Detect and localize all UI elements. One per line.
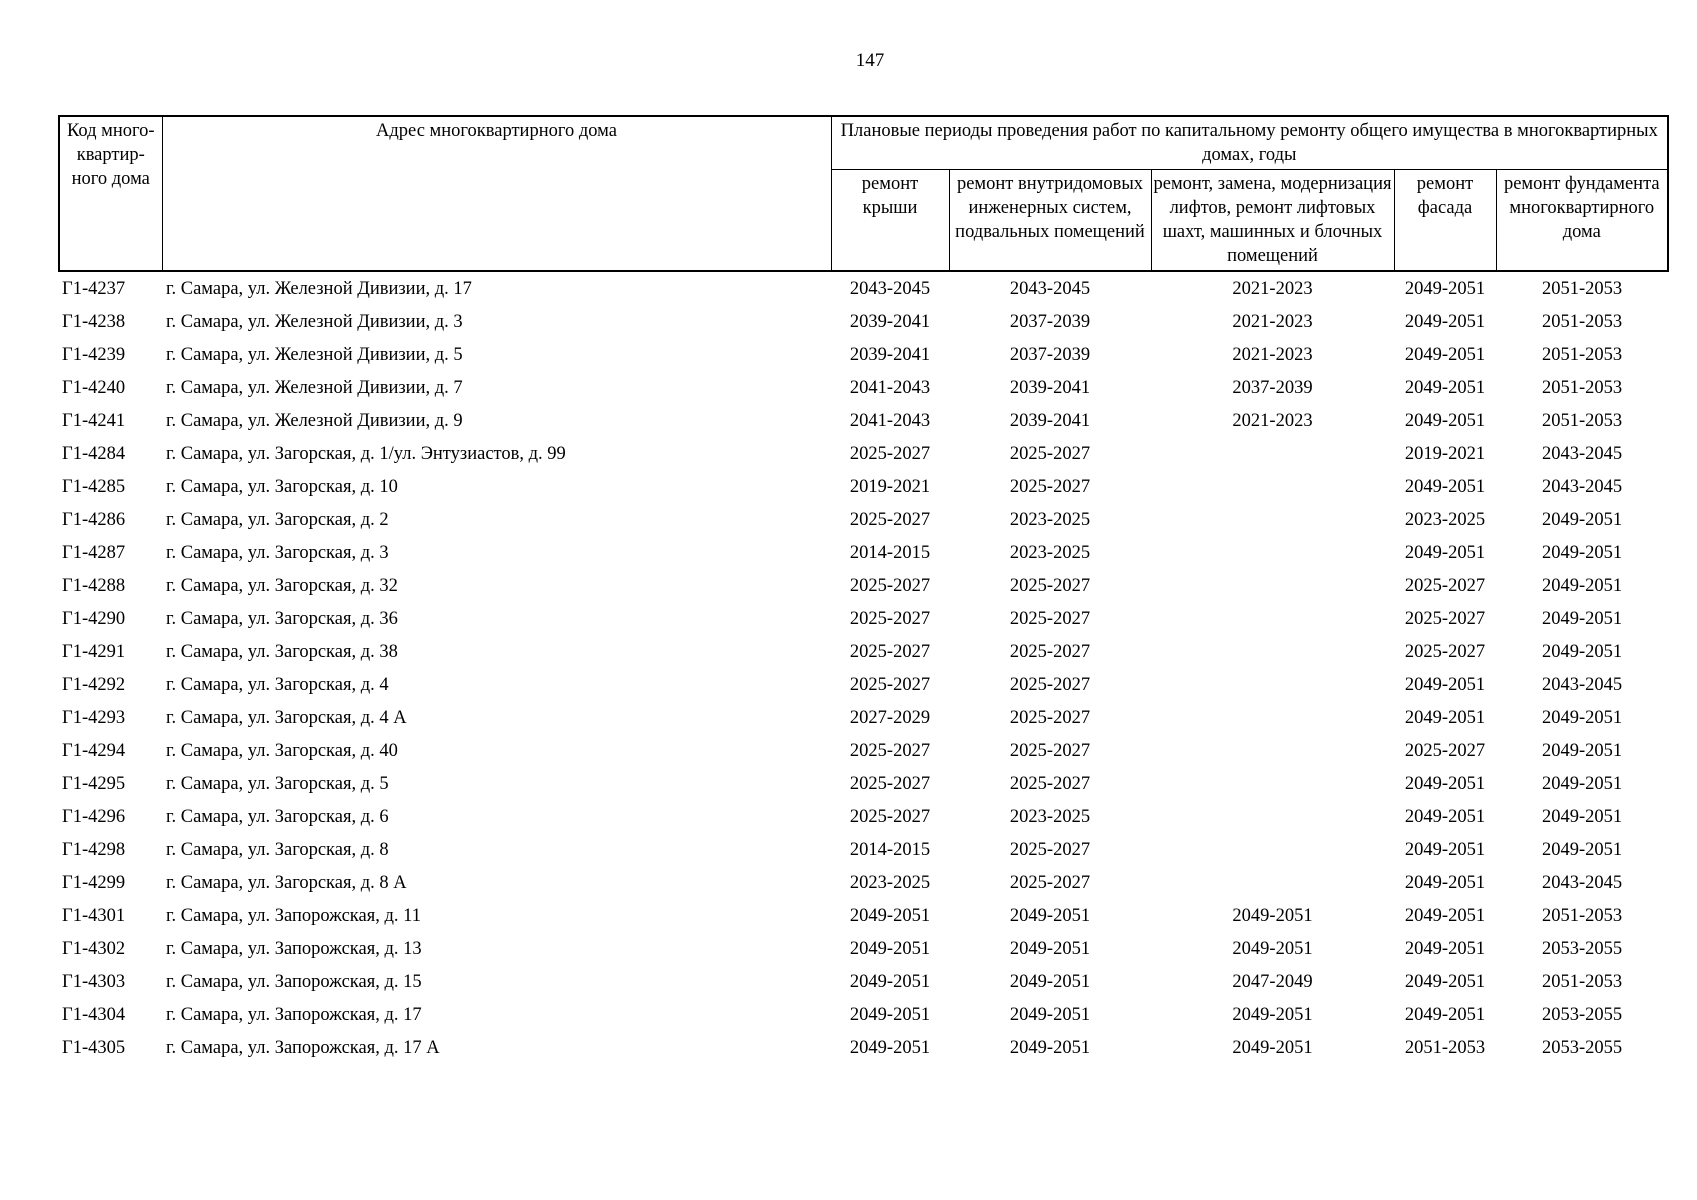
cell-address: г. Самара, ул. Загорская, д. 2	[166, 509, 389, 530]
cell-elevators	[1151, 602, 1394, 635]
cell-facade: 2025-2027	[1404, 740, 1486, 761]
cell-facade: 2049-2051	[1404, 839, 1486, 860]
cell-elevators: 2049-2051	[1232, 905, 1313, 926]
cell-engineering: 2049-2051	[1009, 1004, 1091, 1025]
cell-elevators: 2021-2023	[1232, 344, 1313, 365]
cell-roof: 2041-2043	[849, 410, 931, 431]
cell-code: Г1-4286	[62, 509, 126, 530]
cell-code: Г1-4303	[62, 971, 126, 992]
cell-foundation: 2051-2053	[1541, 971, 1623, 992]
cell-engineering: 2049-2051	[1009, 905, 1091, 926]
cell-address: г. Самара, ул. Запорожская, д. 11	[166, 905, 421, 926]
table-row	[59, 305, 1668, 338]
cell-foundation: 2051-2053	[1541, 344, 1623, 365]
cell-elevators	[1151, 701, 1394, 734]
cell-address: г. Самара, ул. Загорская, д. 4	[166, 674, 389, 695]
cell-facade: 2023-2025	[1404, 509, 1486, 530]
cell-code: Г1-4299	[62, 872, 126, 893]
cell-elevators	[1151, 536, 1394, 569]
cell-facade: 2025-2027	[1404, 575, 1486, 596]
cell-foundation: 2051-2053	[1541, 905, 1623, 926]
table-row	[59, 602, 1668, 635]
cell-facade: 2025-2027	[1404, 641, 1486, 662]
cell-engineering: 2025-2027	[1009, 740, 1091, 761]
cell-facade: 2049-2051	[1404, 938, 1486, 959]
table-row	[59, 1031, 1668, 1064]
cell-address: г. Самара, ул. Загорская, д. 1/ул. Энтузиастов, д. 99	[166, 443, 566, 464]
cell-roof: 2041-2043	[849, 377, 931, 398]
cell-code: Г1-4296	[62, 806, 126, 827]
cell-elevators: 2021-2023	[1232, 410, 1313, 431]
cell-address: г. Самара, ул. Загорская, д. 10	[166, 476, 398, 497]
cell-foundation: 2049-2051	[1541, 575, 1623, 596]
cell-address: г. Самара, ул. Загорская, д. 3	[166, 542, 389, 563]
cell-foundation: 2049-2051	[1541, 608, 1623, 629]
cell-elevators	[1151, 635, 1394, 668]
table-row	[59, 734, 1668, 767]
cell-engineering: 2039-2041	[1009, 410, 1091, 431]
cell-foundation: 2049-2051	[1541, 839, 1623, 860]
cell-roof: 2014-2015	[849, 542, 931, 563]
cell-roof: 2027-2029	[849, 707, 931, 728]
cell-address: г. Самара, ул. Загорская, д. 5	[166, 773, 389, 794]
cell-elevators: 2021-2023	[1232, 311, 1313, 332]
header-planned-periods	[831, 116, 1668, 170]
cell-elevators: 2021-2023	[1232, 278, 1313, 299]
cell-code: Г1-4241	[62, 410, 126, 431]
cell-elevators	[1151, 569, 1394, 602]
capital-repair-schedule-table	[58, 115, 1669, 1064]
table-row	[59, 536, 1668, 569]
cell-foundation: 2043-2045	[1541, 443, 1623, 464]
cell-facade: 2049-2051	[1404, 905, 1486, 926]
cell-address: г. Самара, ул. Загорская, д. 38	[166, 641, 398, 662]
cell-code: Г1-4302	[62, 938, 126, 959]
cell-foundation: 2049-2051	[1541, 773, 1623, 794]
cell-foundation: 2043-2045	[1541, 476, 1623, 497]
table-row	[59, 404, 1668, 437]
cell-facade: 2049-2051	[1404, 773, 1486, 794]
cell-facade: 2019-2021	[1404, 443, 1486, 464]
cell-facade: 2051-2053	[1404, 1037, 1486, 1058]
cell-elevators: 2049-2051	[1232, 938, 1313, 959]
cell-engineering: 2049-2051	[1009, 971, 1091, 992]
cell-engineering: 2025-2027	[1009, 575, 1091, 596]
cell-facade: 2049-2051	[1404, 872, 1486, 893]
cell-elevators	[1151, 866, 1394, 899]
cell-foundation: 2049-2051	[1541, 740, 1623, 761]
cell-elevators	[1151, 800, 1394, 833]
cell-facade: 2049-2051	[1404, 542, 1486, 563]
cell-elevators	[1151, 437, 1394, 470]
page-number: 147	[855, 50, 885, 71]
cell-code: Г1-4239	[62, 344, 126, 365]
cell-code: Г1-4304	[62, 1004, 126, 1025]
cell-elevators: 2047-2049	[1232, 971, 1313, 992]
cell-roof: 2025-2027	[849, 641, 931, 662]
cell-facade: 2049-2051	[1404, 311, 1486, 332]
table-row	[59, 833, 1668, 866]
cell-address: г. Самара, ул. Загорская, д. 32	[166, 575, 398, 596]
cell-address: г. Самара, ул. Запорожская, д. 15	[166, 971, 422, 992]
cell-roof: 2025-2027	[849, 740, 931, 761]
cell-code: Г1-4284	[62, 443, 126, 464]
table-row	[59, 635, 1668, 668]
cell-engineering: 2025-2027	[1009, 773, 1091, 794]
cell-roof: 2019-2021	[849, 476, 931, 497]
cell-roof: 2049-2051	[849, 1004, 931, 1025]
cell-code: Г1-4293	[62, 707, 126, 728]
table-row	[59, 800, 1668, 833]
cell-foundation: 2053-2055	[1541, 938, 1623, 959]
cell-facade: 2049-2051	[1404, 674, 1486, 695]
cell-code: Г1-4288	[62, 575, 126, 596]
cell-roof: 2049-2051	[849, 971, 931, 992]
cell-engineering: 2023-2025	[1009, 509, 1091, 530]
cell-engineering: 2037-2039	[1009, 311, 1091, 332]
header-planned-periods-text: Плановые периоды проведения работ по капитальному ремонту общего имущества в многоквартирных домах, годы	[840, 121, 1658, 165]
cell-roof: 2023-2025	[849, 872, 931, 893]
table-row	[59, 866, 1668, 899]
cell-facade: 2049-2051	[1404, 707, 1486, 728]
cell-code: Г1-4292	[62, 674, 126, 695]
cell-engineering: 2039-2041	[1009, 377, 1091, 398]
table-body	[59, 271, 1668, 1064]
cell-address: г. Самара, ул. Железной Дивизии, д. 7	[166, 377, 463, 398]
cell-roof: 2039-2041	[849, 311, 931, 332]
cell-code: Г1-4237	[62, 278, 126, 299]
header-code: Код много-квартир-ного дома	[59, 116, 162, 271]
cell-engineering: 2043-2045	[1009, 278, 1091, 299]
cell-foundation: 2043-2045	[1541, 872, 1623, 893]
table-header	[59, 116, 1668, 271]
cell-elevators	[1151, 470, 1394, 503]
cell-address: г. Самара, ул. Загорская, д. 8 А	[166, 872, 407, 893]
cell-roof: 2049-2051	[849, 905, 931, 926]
cell-code: Г1-4290	[62, 608, 126, 629]
cell-foundation: 2049-2051	[1541, 707, 1623, 728]
cell-engineering: 2023-2025	[1009, 806, 1091, 827]
table-row	[59, 470, 1668, 503]
cell-facade: 2049-2051	[1404, 278, 1486, 299]
cell-address: г. Самара, ул. Загорская, д. 8	[166, 839, 389, 860]
cell-roof: 2025-2027	[849, 773, 931, 794]
cell-elevators	[1151, 668, 1394, 701]
cell-address: г. Самара, ул. Запорожская, д. 13	[166, 938, 422, 959]
cell-elevators	[1151, 833, 1394, 866]
cell-code: Г1-4291	[62, 641, 126, 662]
cell-address: г. Самара, ул. Железной Дивизии, д. 9	[166, 410, 463, 431]
cell-roof: 2025-2027	[849, 443, 931, 464]
cell-foundation: 2051-2053	[1541, 377, 1623, 398]
table-row	[59, 932, 1668, 965]
cell-code: Г1-4298	[62, 839, 126, 860]
cell-elevators	[1151, 767, 1394, 800]
table-row	[59, 668, 1668, 701]
cell-elevators: 2049-2051	[1232, 1037, 1313, 1058]
cell-code: Г1-4305	[62, 1037, 126, 1058]
cell-facade: 2049-2051	[1404, 1004, 1486, 1025]
cell-foundation: 2043-2045	[1541, 674, 1623, 695]
cell-foundation: 2049-2051	[1541, 806, 1623, 827]
cell-facade: 2049-2051	[1404, 344, 1486, 365]
cell-engineering: 2023-2025	[1009, 542, 1091, 563]
cell-roof: 2043-2045	[849, 278, 931, 299]
cell-foundation: 2051-2053	[1541, 278, 1623, 299]
header-engineering: ремонт внутридомовых инженерных систем, подвальных помещений	[949, 170, 1151, 272]
table-row	[59, 569, 1668, 602]
cell-roof: 2025-2027	[849, 806, 931, 827]
cell-foundation: 2051-2053	[1541, 410, 1623, 431]
cell-engineering: 2025-2027	[1009, 872, 1091, 893]
table-row	[59, 998, 1668, 1031]
cell-facade: 2025-2027	[1404, 608, 1486, 629]
cell-address: г. Самара, ул. Запорожская, д. 17	[166, 1004, 422, 1025]
cell-code: Г1-4238	[62, 311, 126, 332]
cell-code: Г1-4287	[62, 542, 126, 563]
cell-engineering: 2049-2051	[1009, 1037, 1091, 1058]
header-row-top	[59, 116, 1668, 170]
cell-code: Г1-4294	[62, 740, 126, 761]
cell-code: Г1-4295	[62, 773, 126, 794]
cell-roof: 2025-2027	[849, 575, 931, 596]
cell-engineering: 2025-2027	[1009, 674, 1091, 695]
cell-roof: 2025-2027	[849, 674, 931, 695]
cell-foundation: 2051-2053	[1541, 311, 1623, 332]
cell-engineering: 2037-2039	[1009, 344, 1091, 365]
table-row	[59, 271, 1668, 305]
table-row	[59, 899, 1668, 932]
cell-engineering: 2025-2027	[1009, 707, 1091, 728]
cell-address: г. Самара, ул. Загорская, д. 4 А	[166, 707, 407, 728]
table-row	[59, 701, 1668, 734]
table-row	[59, 371, 1668, 404]
cell-facade: 2049-2051	[1404, 971, 1486, 992]
table-row	[59, 338, 1668, 371]
cell-engineering: 2025-2027	[1009, 443, 1091, 464]
cell-address: г. Самара, ул. Загорская, д. 36	[166, 608, 398, 629]
header-foundation: ремонт фундамента многоквартирного дома	[1496, 170, 1668, 272]
cell-engineering: 2025-2027	[1009, 476, 1091, 497]
cell-roof: 2025-2027	[849, 509, 931, 530]
cell-address: г. Самара, ул. Запорожская, д. 17 А	[166, 1037, 440, 1058]
header-roof: ремонт крыши	[831, 170, 949, 272]
cell-facade: 2049-2051	[1404, 410, 1486, 431]
cell-address: г. Самара, ул. Железной Дивизии, д. 5	[166, 344, 463, 365]
cell-elevators: 2037-2039	[1232, 377, 1313, 398]
cell-foundation: 2049-2051	[1541, 641, 1623, 662]
cell-roof: 2049-2051	[849, 938, 931, 959]
table-row	[59, 767, 1668, 800]
cell-roof: 2049-2051	[849, 1037, 931, 1058]
cell-roof: 2025-2027	[849, 608, 931, 629]
cell-engineering: 2049-2051	[1009, 938, 1091, 959]
cell-foundation: 2049-2051	[1541, 509, 1623, 530]
cell-foundation: 2053-2055	[1541, 1037, 1623, 1058]
cell-elevators	[1151, 734, 1394, 767]
table-row	[59, 965, 1668, 998]
cell-engineering: 2025-2027	[1009, 839, 1091, 860]
cell-code: Г1-4301	[62, 905, 126, 926]
cell-facade: 2049-2051	[1404, 377, 1486, 398]
cell-engineering: 2025-2027	[1009, 641, 1091, 662]
cell-elevators	[1151, 503, 1394, 536]
table-row	[59, 503, 1668, 536]
header-facade: ремонт фасада	[1394, 170, 1496, 272]
cell-code: Г1-4240	[62, 377, 126, 398]
cell-elevators: 2049-2051	[1232, 1004, 1313, 1025]
cell-foundation: 2049-2051	[1541, 542, 1623, 563]
table-row	[59, 437, 1668, 470]
cell-foundation: 2053-2055	[1541, 1004, 1623, 1025]
cell-facade: 2049-2051	[1404, 476, 1486, 497]
cell-address: г. Самара, ул. Железной Дивизии, д. 3	[166, 311, 463, 332]
cell-facade: 2049-2051	[1404, 806, 1486, 827]
cell-roof: 2039-2041	[849, 344, 931, 365]
cell-code: Г1-4285	[62, 476, 126, 497]
cell-address: г. Самара, ул. Железной Дивизии, д. 17	[166, 278, 472, 299]
cell-roof: 2014-2015	[849, 839, 931, 860]
cell-engineering: 2025-2027	[1009, 608, 1091, 629]
cell-address: г. Самара, ул. Загорская, д. 6	[166, 806, 389, 827]
cell-address: г. Самара, ул. Загорская, д. 40	[166, 740, 398, 761]
header-elevators: ремонт, замена, модернизация лифтов, ремонт лифтовых шахт, машинных и блочных помещений	[1151, 170, 1394, 272]
header-address: Адрес многоквартирного дома	[162, 116, 831, 271]
